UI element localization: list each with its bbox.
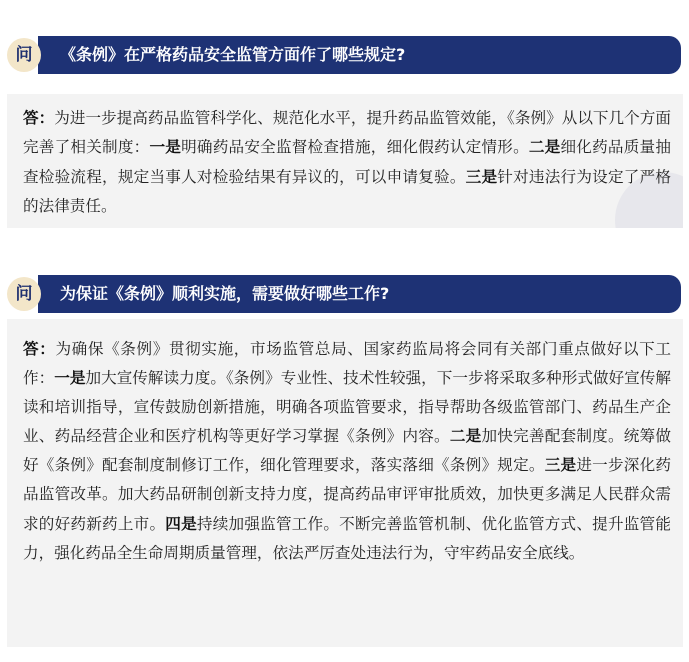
answer-segment-bold: 一是 bbox=[149, 138, 182, 157]
answer-box bbox=[7, 319, 683, 647]
answer-label: 答： bbox=[23, 340, 56, 358]
answer-text bbox=[23, 104, 671, 222]
question-header bbox=[0, 36, 689, 76]
answer-segment: 明确药品安全监督检查措施，细化假药认定情形。 bbox=[181, 138, 529, 157]
question-title: 《条例》在严格药品安全监管方面作了哪些规定? bbox=[60, 45, 406, 64]
question-badge: 问 bbox=[7, 38, 41, 72]
answer-segment: 针对违法行为设定了严格的法律责任。 bbox=[23, 167, 671, 216]
qa-block-1 bbox=[0, 36, 689, 216]
answer-segment: 细化药品质量抽查检验流程，规定当事人对检验结果有异议的，可以申请复验。 bbox=[23, 138, 671, 186]
answer-box bbox=[7, 94, 683, 228]
question-badge: 问 bbox=[7, 277, 41, 311]
answer-segment: 进一步深化药品监管改革。加大药品研制创新支持力度，提高药品审评审批质效，加快更多满足人民群众需求的好药新药上市。 bbox=[23, 456, 671, 533]
answer-segment-bold: 四是 bbox=[165, 514, 197, 533]
answer-segment-bold: 一是 bbox=[54, 369, 86, 388]
question-title: 为保证《条例》顺利实施，需要做好哪些工作? bbox=[60, 284, 390, 303]
answer-segment-bold: 二是 bbox=[528, 138, 561, 157]
answer-segment: 加快完善配套制度。统筹做好《条例》配套制度制修订工作，细化管理要求，落实落细《条例》规定。 bbox=[23, 427, 671, 475]
answer-segment: 为确保《条例》贯彻实施，市场监管总局、国家药监局将会同有关部门重点做好以下工作： bbox=[23, 340, 671, 388]
answer-segment: 为进一步提高药品监管科学化、规范化水平，提升药品监管效能，《条例》从以下几个方面完善了相关制度： bbox=[23, 109, 671, 157]
answer-segment-bold: 二是 bbox=[449, 427, 482, 446]
question-header bbox=[0, 275, 689, 315]
answer-segment: 持续加强监管工作。不断完善监管机制、优化监管方式、提升监管能力，强化药品全生命周期质量管理，依法严厉查处违法行为，守牢药品安全底线。 bbox=[23, 514, 671, 562]
answer-segment: 加大宣传解读力度。《条例》专业性、技术性较强，下一步将采取多种形式做好宣传解读和培训指导，宣传鼓励创新措施，明确各项监管要求，指导帮助各级监管部门、药品生产企业、药品经营企业和医疗机构等更好学习掌握《条例》内容。 bbox=[23, 369, 671, 446]
answer-label: 答： bbox=[23, 109, 55, 127]
answer-segment-bold: 三是 bbox=[544, 456, 577, 475]
answer-segment-bold: 三是 bbox=[465, 167, 498, 186]
answer-text bbox=[23, 335, 671, 568]
qa-block-2 bbox=[0, 275, 689, 562]
